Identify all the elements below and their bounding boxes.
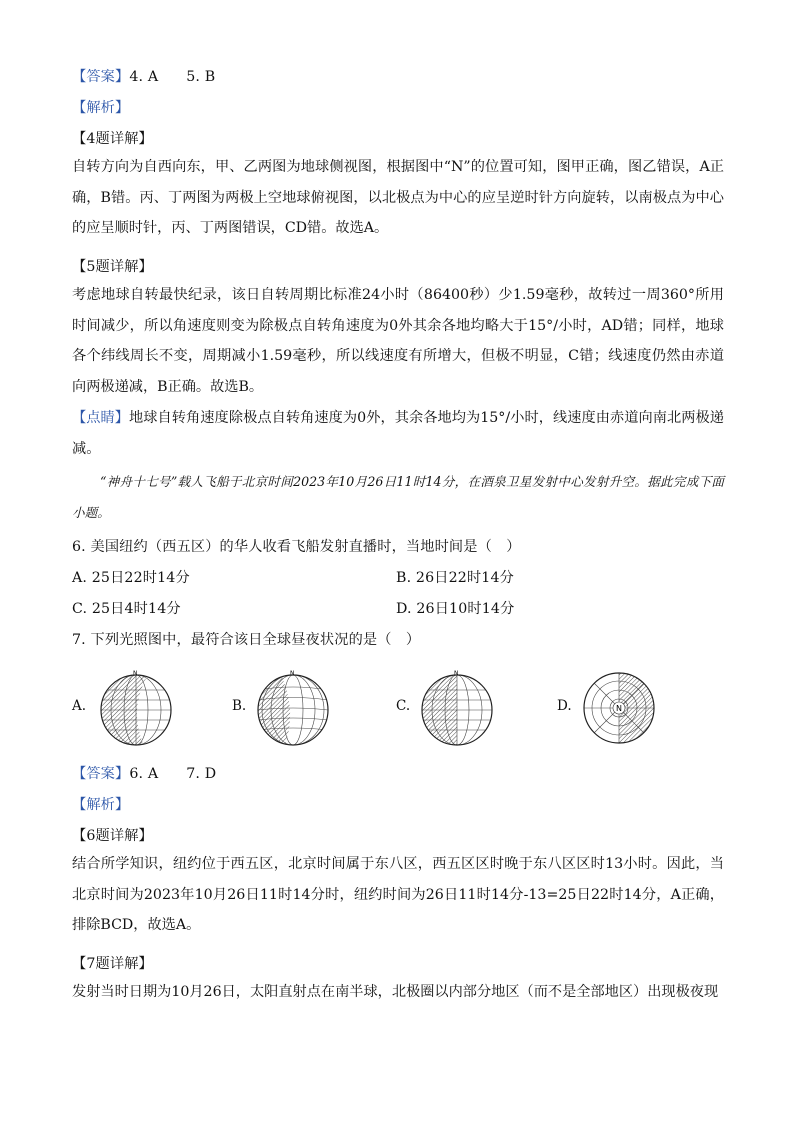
- north-label: N: [454, 670, 459, 677]
- analysis-tag: 【解析】: [72, 100, 130, 116]
- q6-option-b: B. 26日22时14分: [396, 570, 514, 586]
- tip-tag: 【点睛】: [72, 410, 130, 426]
- q6-option-a: A. 25日22时14分: [72, 570, 190, 586]
- answer-text: 4. A 5. B: [129, 69, 216, 85]
- north-label: N: [290, 670, 295, 677]
- globe-side-view-a: [97, 668, 177, 748]
- question-stem: “神舟十七号”载人飞船于北京时间2023年10月26日11时14分，在酒泉卫星发射中心发射升空。据此完成下面小题。: [72, 474, 724, 520]
- q7-detail-tag: 【7题详解】: [72, 956, 153, 972]
- q6-option-d: D. 26日10时14分: [396, 601, 515, 617]
- q5-detail-text: 考虑地球自转最快纪录，该日自转周期比标准24小时（86400秒）少1.59毫秒，故转过一周360°所用时间减少，所以角速度则变为除极点自转角速度为0外其余各地均略大于15°/小时，AD错；同样，地球各个纬线周长不变，周期减小1.59毫秒，所以线速度有所增大，但极不明显，C错；线速度仍然由赤道向两极递减，B正确。故选B。: [72, 287, 724, 395]
- analysis-tag-2: 【解析】: [72, 797, 130, 813]
- figure-a-label: A.: [72, 698, 87, 714]
- figure-b-label: B.: [232, 698, 247, 714]
- figure-c-label: C.: [396, 698, 411, 714]
- q7-question: 7. 下列光照图中，最符合该日全球昼夜状况的是（ ）: [72, 632, 421, 648]
- answer-line-4-5: [72, 66, 215, 86]
- answer-tag-2: 【答案】: [72, 766, 130, 782]
- globe-polar-view-d: [579, 668, 659, 748]
- figure-option-d: [557, 668, 667, 748]
- globe-side-view-b: [254, 668, 334, 748]
- q4-detail-tag: 【4题详解】: [72, 131, 153, 147]
- q6-detail-text: 结合所学知识，纽约位于西五区，北京时间属于东八区，西五区区时晚于东八区区时13小时。因此，当北京时间为2023年10月26日11时14分时，纽约时间为26日11时14分-13=25日22时14分，A正确，排除BCD，故选A。: [72, 856, 724, 933]
- north-label: N: [133, 670, 138, 677]
- q6-detail-tag: 【6题详解】: [72, 828, 153, 844]
- answer-line-6-7: [72, 763, 216, 783]
- q7-detail-text: 发射当时日期为10月26日，太阳直射点在南半球，北极圈以内部分地区（而不是全部地区）出现极夜现: [72, 984, 719, 1000]
- tip-text: 地球自转角速度除极点自转角速度为0外，其余各地均为15°/小时，线速度由赤道向南北两极递减。: [72, 410, 724, 457]
- q6-option-c: C. 25日4时14分: [72, 601, 181, 617]
- figure-option-a: [72, 668, 182, 748]
- globe-side-view-c: [418, 668, 498, 748]
- answer-text-2: 6. A 7. D: [129, 766, 217, 782]
- figure-option-b: [232, 668, 342, 748]
- figure-d-label: D.: [557, 698, 572, 714]
- q4-detail-text: 自转方向为自西向东，甲、乙两图为地球侧视图，根据图中“N”的位置可知，图甲正确，图乙错误，A正确，B错。丙、丁两图为两极上空地球俯视图，以北极点为中心的应呈逆时针方向旋转，以南极点为中心的应呈顺时针，丙、丁两图错误，CD错。故选A。: [72, 159, 724, 236]
- answer-tag: 【答案】: [72, 69, 130, 85]
- figure-option-c: [396, 668, 506, 748]
- q5-detail-tag: 【5题详解】: [72, 259, 153, 275]
- q6-question: 6. 美国纽约（西五区）的华人收看飞船发射直播时，当地时间是（ ）: [72, 539, 521, 555]
- north-pole-label: N: [616, 704, 622, 713]
- tip-paragraph: [72, 403, 724, 464]
